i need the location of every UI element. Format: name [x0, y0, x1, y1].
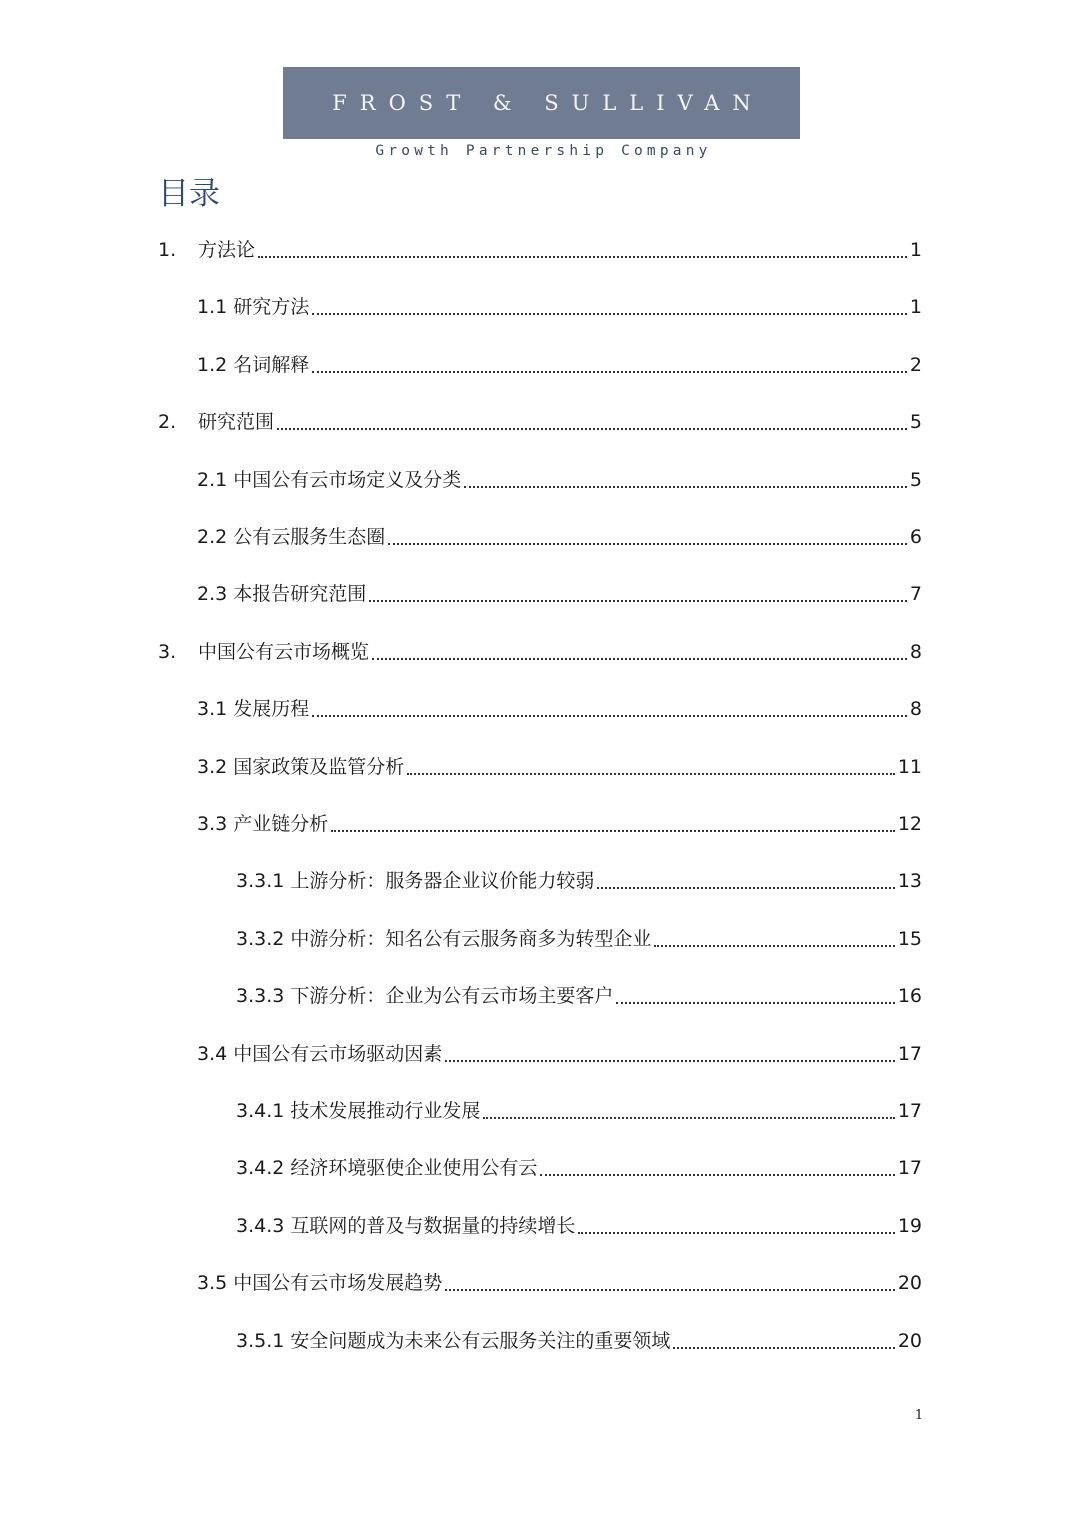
- toc-entry-title: 3.3.1 上游分析：服务器企业议价能力较弱: [236, 870, 595, 893]
- toc-entry-page: 17: [897, 1042, 922, 1065]
- toc-dot-leader: [616, 1001, 894, 1004]
- toc-entry[interactable]: [158, 636, 922, 668]
- toc-entry-number: 3.: [158, 640, 177, 663]
- toc-entry-page: 7: [909, 583, 922, 606]
- toc-entry-title: 1.1 研究方法: [197, 296, 310, 319]
- toc-entry-page: 8: [909, 698, 922, 721]
- toc-entry-page: 17: [897, 1157, 922, 1180]
- toc-entry-page: 1: [909, 239, 922, 261]
- toc-dot-leader: [673, 1346, 894, 1349]
- toc-entry[interactable]: [197, 808, 922, 840]
- toc-entry-page: 6: [909, 526, 922, 548]
- toc-entry-page: 12: [897, 813, 922, 835]
- toc-entry[interactable]: [197, 1267, 922, 1299]
- toc-dot-leader: [578, 1231, 894, 1234]
- toc-entry-title: 3.4 中国公有云市场驱动因素: [197, 1042, 443, 1065]
- toc-entry-title: 3.5 中国公有云市场发展趋势: [197, 1272, 443, 1295]
- toc-entry[interactable]: [197, 1038, 922, 1070]
- toc-dot-leader: [483, 1116, 894, 1119]
- toc-entry-title: 3.3 产业链分析: [197, 813, 329, 835]
- toc-entry-page: 15: [897, 927, 922, 950]
- toc-dot-leader: [597, 886, 894, 889]
- toc-entry-title: 3.4.1 技术发展推动行业发展: [236, 1100, 481, 1122]
- toc-dot-leader: [331, 829, 895, 832]
- toc-entry-title: 中国公有云市场概览: [198, 640, 370, 663]
- toc-entry[interactable]: [236, 1095, 922, 1127]
- toc-entry-title: 3.4.3 互联网的普及与数据量的持续增长: [236, 1214, 576, 1237]
- toc-entry-page: 5: [909, 411, 922, 434]
- toc-dot-leader: [445, 1288, 895, 1291]
- toc-entry-title: 方法论: [198, 239, 256, 261]
- toc-entry-page: 11: [897, 755, 922, 778]
- toc-entry-page: 13: [897, 870, 922, 893]
- toc-dot-leader: [445, 1059, 895, 1062]
- toc-entry[interactable]: [197, 751, 922, 783]
- toc-entry-page: 16: [897, 985, 922, 1008]
- toc-entry[interactable]: [236, 980, 922, 1012]
- toc-entry-title: 3.3.2 中游分析：知名公有云服务商多为转型企业: [236, 927, 652, 950]
- toc-entry-page: 1: [909, 296, 922, 319]
- toc-entry[interactable]: [197, 291, 922, 323]
- toc-entry-title: 3.1 发展历程: [197, 698, 310, 721]
- toc-entry[interactable]: [158, 406, 922, 438]
- toc-entry-title: 1.2 名词解释: [197, 353, 310, 376]
- toc-entry-page: 5: [909, 468, 922, 491]
- toc-entry[interactable]: [197, 464, 922, 496]
- toc-dot-leader: [372, 657, 907, 660]
- toc-entry-title: 2.1 中国公有云市场定义及分类: [197, 468, 462, 491]
- toc-dot-leader: [654, 944, 894, 947]
- toc-entry-title: 研究范围: [198, 411, 275, 434]
- toc-entry-page: 20: [897, 1329, 922, 1352]
- toc-entry-title: 2.3 本报告研究范围: [197, 583, 367, 606]
- toc-entry[interactable]: [236, 1152, 922, 1184]
- toc-entry[interactable]: [236, 1210, 922, 1242]
- toc-entry-number: 1.: [158, 239, 177, 261]
- page-number: 1: [914, 1408, 924, 1423]
- toc-entry-page: 19: [897, 1214, 922, 1237]
- toc-entry-page: 8: [909, 640, 922, 663]
- toc-entry[interactable]: [197, 349, 922, 381]
- toc-entry-page: 20: [897, 1272, 922, 1295]
- toc-entry-page: 2: [909, 353, 922, 376]
- toc-entry[interactable]: [236, 1325, 922, 1357]
- toc-entry-title: 3.3.3 下游分析：企业为公有云市场主要客户: [236, 985, 614, 1008]
- toc-dot-leader: [407, 772, 895, 775]
- toc-dot-leader: [540, 1173, 894, 1176]
- toc-entry[interactable]: [236, 923, 922, 955]
- toc-entry-page: 17: [897, 1100, 922, 1122]
- toc-dot-leader: [258, 255, 907, 258]
- toc-entry[interactable]: [197, 578, 922, 610]
- toc-dot-leader: [369, 599, 907, 602]
- toc-entry[interactable]: [158, 234, 922, 266]
- toc-dot-leader: [312, 312, 907, 315]
- toc-entry[interactable]: [197, 521, 922, 553]
- toc-entry-title: 2.2 公有云服务生态圈: [197, 526, 386, 548]
- toc-entry[interactable]: [197, 693, 922, 725]
- toc-dot-leader: [312, 714, 907, 717]
- toc-dot-leader: [312, 370, 907, 373]
- logo-wordmark: FROST & SULLIVAN: [332, 91, 764, 115]
- toc-title: 目录: [158, 176, 220, 212]
- toc-entry-number: 2.: [158, 411, 177, 434]
- toc-entry[interactable]: [236, 865, 922, 897]
- toc-entry-title: 3.2 国家政策及监管分析: [197, 755, 405, 778]
- toc-entry-title: 3.4.2 经济环境驱使企业使用公有云: [236, 1157, 538, 1180]
- toc-dot-leader: [277, 427, 907, 430]
- toc-dot-leader: [388, 542, 907, 545]
- logo-tagline: Growth Partnership Company: [375, 143, 712, 159]
- toc-dot-leader: [464, 485, 907, 488]
- toc-entry-title: 3.5.1 安全问题成为未来公有云服务关注的重要领域: [236, 1329, 671, 1352]
